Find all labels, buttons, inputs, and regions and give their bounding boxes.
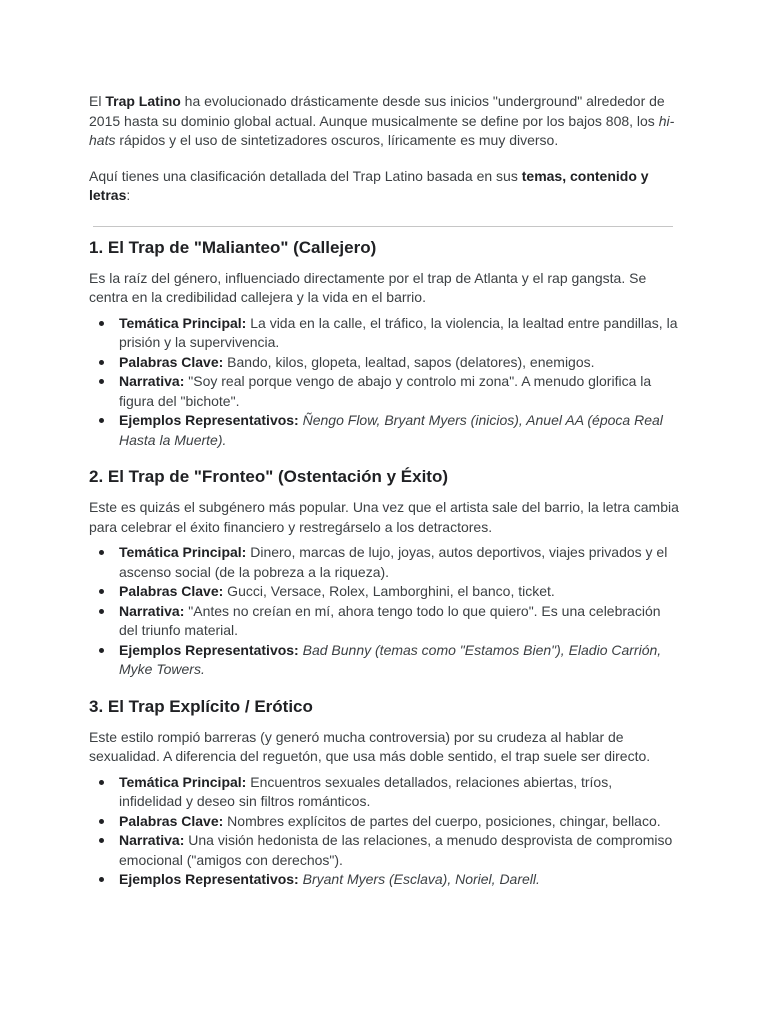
section-explicito [89,696,679,890]
list-item [89,582,679,602]
item-text: "Antes no creían en mí, ahora tengo todo lo que quiero". Es una celebración del triunfo material. [119,602,661,638]
item-text: "Soy real porque vengo de abajo y controlo mi zona". A menudo glorifica la figura del "bichote". [119,373,652,409]
item-label: Temática Principal: [119,773,247,790]
list-item [89,353,679,373]
intro-text: rápidos y el uso de sintetizadores oscuros, líricamente es muy diverso. [115,132,559,148]
list-item [89,411,679,450]
item-label: Narrativa: [119,832,185,848]
item-label: Palabras Clave: [119,812,224,829]
classification-intro [89,167,679,206]
section-malianteo [89,237,679,451]
intro-paragraph [89,92,679,151]
bullet-list [89,773,679,890]
intro-bold-term: Trap Latino [105,93,181,109]
item-text: Una visión hedonista de las relaciones, a menudo desprovista de compromiso emocional ("amigos con derechos"). [119,832,673,868]
section-fronteo [89,466,679,680]
item-label: Narrativa: [119,602,185,619]
item-label: Ejemplos Representativos: [119,871,299,887]
item-italic-examples: Ñengo Flow, Bryant Myers (inicios), Anuel AA (época Real Hasta la Muerte). [119,412,663,448]
item-italic-examples: Bryant Myers (Esclava), Noriel, Darell. [302,871,540,887]
item-text: Encuentros sexuales detallados, relaciones abiertas, tríos, infidelidad y deseo sin filtros románticos. [119,773,613,809]
item-italic-examples: Bad Bunny (temas como "Estamos Bien"), Eladio Carrión, Myke Towers. [119,641,662,677]
item-label: Palabras Clave: [119,583,224,599]
intro-bold-term: temas, contenido y letras [89,167,649,203]
intro-text: Aquí tienes una clasificación detallada del Trap Latino basada en sus [89,167,522,184]
list-item [89,831,679,870]
intro-text: El [89,93,106,109]
item-text: Nombres explícitos de partes del cuerpo, posiciones, chingar, bellaco. [223,812,661,829]
section-heading: 1. El Trap de "Malianteo" (Callejero) [89,237,377,257]
section-heading: 3. El Trap Explícito / Erótico [89,696,313,716]
list-item [89,812,679,832]
item-label: Palabras Clave: [119,353,224,370]
section-description: Es la raíz del género, influenciado directamente por el trap de Atlanta y el rap gangsta. Se centra en la credibilidad callejera y la vida en el barrio. [89,269,647,305]
list-item [89,641,679,680]
list-item [89,773,679,812]
document-content [89,92,679,890]
item-text: La vida en la calle, el tráfico, la violencia, la lealtad entre pandillas, la prisión y la supervivencia. [119,314,678,350]
item-text: Bando, kilos, glopeta, lealtad, sapos (delatores), enemigos. [223,353,595,370]
horizontal-divider [93,226,673,227]
list-item [89,543,679,582]
list-item [89,602,679,641]
intro-text: : [126,187,131,203]
bullet-list [89,543,679,680]
list-item [89,314,679,353]
intro-text: ha evolucionado drásticamente desde sus inicios "underground" alrededor de 2015 hasta su dominio global actual. Aunque musicalmente se define por los bajos 808, los [89,93,665,129]
item-text: Gucci, Versace, Rolex, Lamborghini, el banco, ticket. [223,583,555,599]
item-label: Temática Principal: [119,314,247,331]
bullet-list [89,314,679,451]
section-heading: 2. El Trap de "Fronteo" (Ostentación y Éxito) [89,467,449,486]
item-label: Ejemplos Representativos: [119,641,299,658]
item-label: Temática Principal: [119,544,247,560]
item-text: Dinero, marcas de lujo, joyas, autos deportivos, viajes privados y el ascenso social (de la pobreza a la riqueza). [119,544,668,580]
list-item [89,870,679,890]
section-description: Este estilo rompió barreras (y generó mucha controversia) por su crudeza al hablar de sexualidad. A diferencia del reguetón, que usa más doble sentido, el trap suele ser directo. [89,728,651,764]
list-item [89,372,679,411]
section-description: Este es quizás el subgénero más popular. Una vez que el artista sale del barrio, la letra cambia para celebrar el éxito financiero y restregárselo a los detractores. [89,499,679,535]
intro-italic-term: hi-hats [89,112,675,148]
item-label: Narrativa: [119,373,185,389]
item-label: Ejemplos Representativos: [119,412,299,428]
